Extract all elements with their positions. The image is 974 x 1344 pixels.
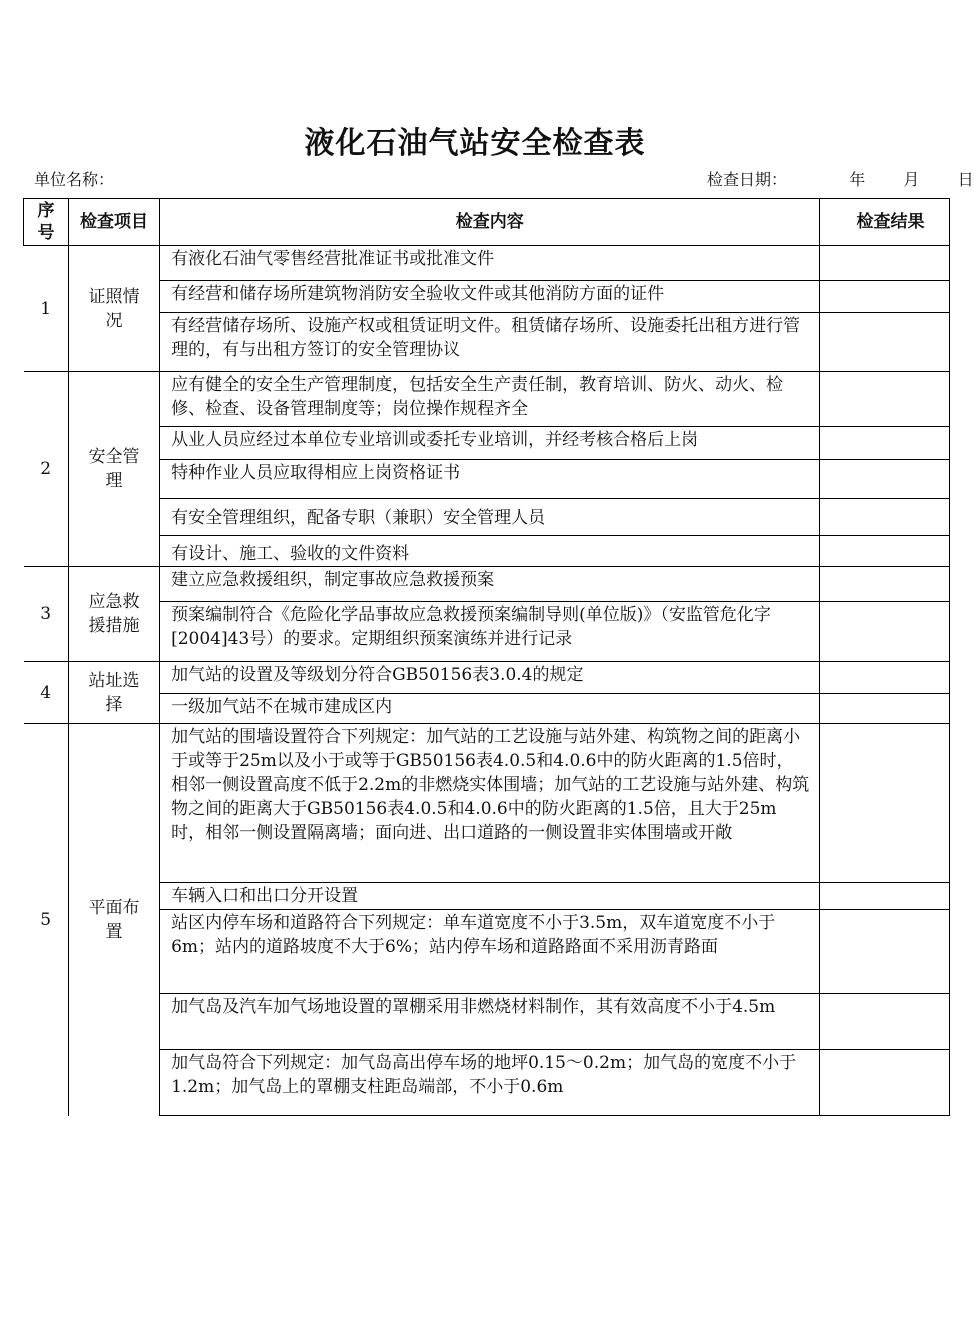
row-number: 5 [24, 724, 69, 1116]
result-cell[interactable] [820, 883, 950, 910]
check-content: 有经营和储存场所建筑物消防安全验收文件或其他消防方面的证件 [160, 281, 820, 313]
result-cell[interactable] [820, 994, 950, 1050]
header-item: 检查项目 [68, 199, 159, 246]
check-content: 加气岛及汽车加气场地设置的罩棚采用非燃烧材料制作，其有效高度不小于4.5m [160, 994, 820, 1050]
table-row [24, 724, 950, 883]
result-cell[interactable] [820, 313, 950, 372]
table-row [24, 994, 950, 1050]
check-content: 建立应急救援组织，制定事故应急救援预案 [160, 567, 820, 602]
result-cell[interactable] [820, 910, 950, 994]
row-number: 1 [24, 246, 69, 372]
date-year: 年 [849, 170, 866, 189]
row-number: 4 [24, 662, 69, 724]
header-row [24, 199, 950, 246]
table-row [24, 460, 950, 499]
result-cell[interactable] [820, 246, 950, 281]
result-cell[interactable] [820, 460, 950, 499]
row-number: 3 [24, 567, 69, 662]
table-row [24, 536, 950, 567]
header-no: 序号 [24, 199, 69, 246]
check-content: 站区内停车场和道路符合下列规定：单车道宽度不小于3.5m，双车道宽度不小于6m；站内的道路坡度不大于6%；站内停车场和道路路面不采用沥青路面 [160, 910, 820, 994]
table-row [24, 910, 950, 994]
inspection-date [707, 167, 974, 190]
header-result: 检查结果 [820, 199, 950, 246]
table-row [24, 372, 950, 427]
check-content: 从业人员应经过本单位专业培训或委托专业培训，并经考核合格后上岗 [160, 427, 820, 460]
result-cell[interactable] [820, 724, 950, 883]
date-day: 日 [957, 170, 974, 189]
check-content: 加气岛符合下列规定：加气岛高出停车场的地坪0.15～0.2m；加气岛的宽度不小于1.2m；加气岛上的罩棚支柱距岛端部，不小于0.6m [160, 1050, 820, 1116]
result-cell[interactable] [820, 662, 950, 694]
table-row [24, 883, 950, 910]
check-content: 车辆入口和出口分开设置 [160, 883, 820, 910]
check-item: 平面布置 [68, 724, 159, 1116]
table-row [24, 281, 950, 313]
check-content: 加气站的设置及等级划分符合GB50156表3.0.4的规定 [160, 662, 820, 694]
table-row [24, 246, 950, 281]
check-item: 安全管理 [68, 372, 159, 567]
check-content: 有安全管理组织，配备专职（兼职）安全管理人员 [160, 499, 820, 536]
table-row [24, 1050, 950, 1116]
check-item: 证照情况 [68, 246, 159, 372]
result-cell[interactable] [820, 694, 950, 724]
check-content: 有设计、施工、验收的文件资料 [160, 536, 820, 567]
result-cell[interactable] [820, 281, 950, 313]
date-month: 月 [903, 170, 920, 189]
result-cell[interactable] [820, 1050, 950, 1116]
result-cell[interactable] [820, 372, 950, 427]
inspection-table [23, 198, 950, 1116]
result-cell[interactable] [820, 427, 950, 460]
check-content: 应有健全的安全生产管理制度，包括安全生产责任制，教育培训、防火、动火、检修、检查、设备管理制度等；岗位操作规程齐全 [160, 372, 820, 427]
row-number: 2 [24, 372, 69, 567]
check-item: 应急救援措施 [68, 567, 159, 662]
check-content: 特种作业人员应取得相应上岗资格证书 [160, 460, 820, 499]
table-row [24, 694, 950, 724]
result-cell[interactable] [820, 536, 950, 567]
check-content: 一级加气站不在城市建成区内 [160, 694, 820, 724]
table-row [24, 427, 950, 460]
unit-name-label: 单位名称： [34, 170, 115, 189]
table-row [24, 313, 950, 372]
table-row [24, 567, 950, 602]
document-title: 液化石油气站安全检查表 [304, 126, 646, 161]
result-cell[interactable] [820, 602, 950, 662]
result-cell[interactable] [820, 567, 950, 602]
inspection-date-label: 检查日期： [707, 170, 788, 189]
check-item: 站址选择 [68, 662, 159, 724]
check-content: 加气站的围墙设置符合下列规定：加气站的工艺设施与站外建、构筑物之间的距离小于或等于25m以及小于或等于GB50156表4.0.5和4.0.6中的防火距离的1.5倍时，相邻一侧设置高度不低于2.2m的非燃烧实体围墙；加气站的工艺设施与站外建、构筑物之间的距离大于GB50156表4.0.5和4.0.6中的防火距离的1.5倍，且大于25m时，相邻一侧设置隔离墙；面向进、出口道路的一侧设置非实体围墙或开敞 [160, 724, 820, 883]
check-content: 有经营储存场所、设施产权或租赁证明文件。租赁储存场所、设施委托出租方进行管理的，有与出租方签订的安全管理协议 [160, 313, 820, 372]
check-content: 有液化石油气零售经营批准证书或批准文件 [160, 246, 820, 281]
header-content: 检查内容 [160, 199, 820, 246]
table-row [24, 499, 950, 536]
table-row [24, 602, 950, 662]
table-row [24, 662, 950, 694]
result-cell[interactable] [820, 499, 950, 536]
check-content: 预案编制符合《危险化学品事故应急救援预案编制导则(单位版)》（安监管危化字[2004]43号）的要求。定期组织预案演练并进行记录 [160, 602, 820, 662]
